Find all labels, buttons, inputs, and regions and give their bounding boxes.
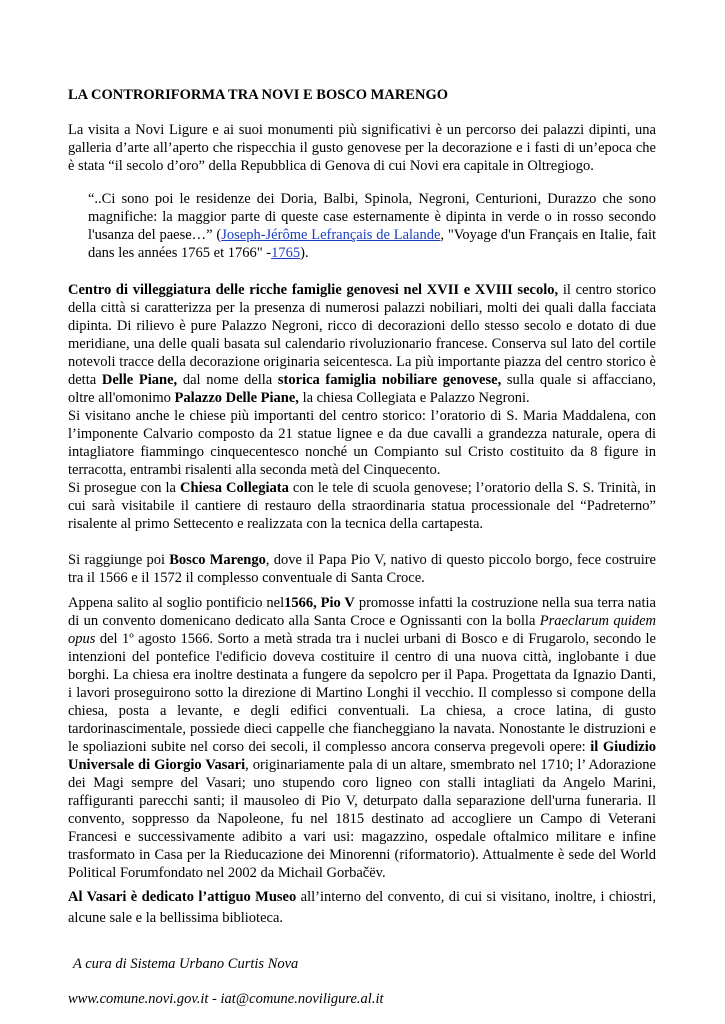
famiglia-nobiliare-bold: storica famiglia nobiliare genovese, bbox=[277, 372, 502, 388]
museo-bold: Al Vasari è dedicato l’attiguo Museo bbox=[68, 889, 297, 905]
pio-text-3: del 1º agosto 1566. Sorto a metà strada tra i nuclei urbani di Bosco e di Frugarolo, secondo le intenzioni del pontefice l'edificio doveva costituire il centro di una nuova città, inglobante i due borghi. La chiesa era inoltre destinata a fungere da sepolcro per il Papa. Progettata da Ignazio Danti, i lavori proseguirono sotto la direzione di Martino Longhi il vecchio. Il complesso si compone della chiesa, posta a levante, e degli edifici conventuali. La chiesa, a croce latina, di gusto tardorinascimentale, possiede dieci cappelle che fiancheggiano la navata. Nonostante le distruzioni e le spoliazioni subite nel corso dei secoli, il complesso ancora conserva pregevoli opere: bbox=[68, 631, 656, 755]
praeclarum-italic: Praeclarum quidem opus bbox=[68, 613, 657, 647]
chiese-paragraph: Si visitano anche le chiese più importanti del centro storico: l’oratorio di S. Maria Maddalena, con l’imponente Calvario composto da 21 statue lignee e da due cavalli a grandezza naturale, opera di intagliatore fiammingo cinquecentesco nonché un Compianto sul Cristo costituito da 8 figure in terracotta, entrambi risalenti alla seconda metà del Cinquecento. bbox=[68, 408, 656, 478]
collegiata-paragraph bbox=[68, 479, 656, 533]
villeggiatura-text-1: il centro storico della città si caratterizza per la presenza di numerosi palazzi nobiliari, molti dei quali dalla facciata dipinta. Di rilievo è pure Palazzo Negroni, ricco di decorazioni dello stesso secolo e dotato di due meridiane, una delle quali basata sul calendario rivoluzionario francese. Conserva sul lato del cortile notevoli tracce della decorazione originaria seicentesca. La più importante piazza del centro storico è detta bbox=[68, 282, 656, 388]
quote-work: , "Voyage d'un Français en Italie, fait dans les années 1765 et 1766" - bbox=[88, 227, 656, 261]
lalande-quote bbox=[88, 190, 656, 262]
contacts-line: www.comune.novi.gov.it - iat@comune.noviligure.al.it bbox=[68, 991, 384, 1007]
pio-text-2: promosse infatti la costruzione nella sua terra natia di un convento domenicano dedicato alla Santa Croce e Ognissanti con la bolla bbox=[68, 595, 656, 629]
quote-text: “..Ci sono poi le residenze dei Doria, Balbi, Spinola, Negroni, Centurioni, Durazzo che sono magnifiche: la maggior parte di queste case esternamente è dipinta in verde o in rosso secondo l'usanza del paese…” ( bbox=[88, 191, 656, 243]
pio-text-4: , originariamente pala di un altare, smembrato nel 1710; l’ Adorazione dei Magi sempre del Vasari; uno stupendo coro ligneo con stalli intagliati da Angelo Marini, raffiguranti parecchi santi; il mausoleo di Pio V, deturpato dalla separazione dell'urna funeraria. Il convento, soppresso da Napoleone, fu nel 1815 destinato ad accogliere un Campo di Veterani Francesi e successivamente adibito a vari usi: magazzino, ospedale oftalmico militare e infine trasformato in Casa per la Rieducazione dei Minorenni (riformatorio). Attualmente è sede del World Political Forumfondato nel 2002 da Michail Gorbačëv. bbox=[68, 757, 656, 881]
villeggiatura-text-4: la chiesa Collegiata e Palazzo Negroni. bbox=[298, 390, 530, 406]
giudizio-universale-bold: il Giudizio Universale di Giorgio Vasari bbox=[68, 739, 656, 773]
bosco-text-2: , dove il Papa Pio V, nativo di questo piccolo borgo, fece costruire tra il 1566 e il 1572 il complesso conventuale di Santa Croce. bbox=[68, 552, 656, 586]
intro-paragraph: La visita a Novi Ligure e ai suoi monumenti più significativi è un percorso dei palazzi dipinti, una galleria d’arte all’aperto che rispecchia il gusto genovese per la decorazione e i fasti di un’epoca che è stata “il secolo d’oro” della Repubblica di Genova di cui Novi era capitale in Oltregiogo. bbox=[68, 122, 656, 174]
collegiata-text-1: Si prosegue con la bbox=[68, 480, 181, 496]
palazzo-delle-piane-bold: Palazzo Delle Piane, bbox=[174, 390, 299, 406]
bosco-text-1: Si raggiunge poi bbox=[68, 552, 170, 568]
lalande-author-link[interactable]: Joseph-Jérôme Lefrançais de Lalande bbox=[221, 227, 441, 243]
bosco-marengo-bold: Bosco Marengo bbox=[169, 552, 266, 568]
museo-text: all’interno del convento, di cui si visitano, inoltre, i chiostri, alcune sale e la bellissima biblioteca. bbox=[68, 889, 656, 926]
pio-text-1: Appena salito al soglio pontificio nel bbox=[68, 595, 285, 611]
villeggiatura-paragraph bbox=[68, 281, 656, 407]
chiesa-collegiata-bold: Chiesa Collegiata bbox=[180, 480, 289, 496]
credit-line: A cura di Sistema Urbano Curtis Nova bbox=[73, 956, 299, 972]
quote-close: ). bbox=[300, 245, 309, 261]
document-page bbox=[68, 86, 656, 1008]
bosco-marengo-paragraph bbox=[68, 551, 656, 587]
villeggiatura-text-3: sulla quale si affacciano, oltre all'omonimo bbox=[68, 372, 657, 406]
pio-v-paragraph bbox=[68, 594, 656, 882]
year-1765-link[interactable]: 1765 bbox=[271, 245, 301, 261]
pio-v-bold: 1566, Pio V bbox=[284, 595, 355, 611]
villeggiatura-text-2: dal nome della bbox=[177, 372, 278, 388]
delle-piane-bold: Delle Piane, bbox=[101, 372, 178, 388]
document-title: LA CONTRORIFORMA TRA NOVI E BOSCO MARENGO bbox=[68, 87, 448, 103]
collegiata-text-2: con le tele di scuola genovese; l’oratorio della S. S. Trinità, in cui sarà visitabile il cantiere di restauro della straordinaria statua processionale del “Padreterno” risalente al primo Settecento e realizzata con la tecnica della cartapesta. bbox=[68, 480, 656, 532]
villeggiatura-heading: Centro di villeggiatura delle ricche famiglie genovesi nel XVII e XVIII secolo, bbox=[68, 282, 559, 298]
museo-paragraph bbox=[68, 887, 656, 929]
